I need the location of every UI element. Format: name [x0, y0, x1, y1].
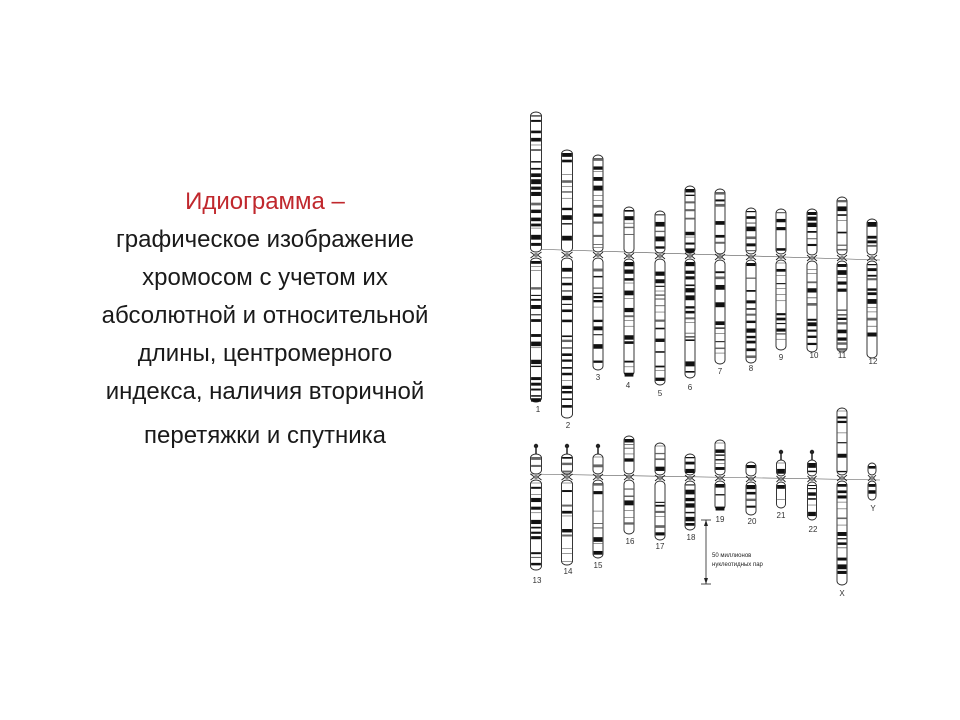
chromosome-label-20: 20	[747, 517, 757, 526]
chromosome-label-10: 10	[809, 351, 819, 360]
text-line-5: индекса, наличия вторичной	[105, 378, 425, 405]
chromosome-label-6: 6	[687, 383, 693, 392]
chromosome-9	[776, 209, 786, 350]
chromosome-Y	[868, 463, 876, 500]
text-line-6: перетяжки и спутника	[144, 422, 386, 449]
chromosome-2	[562, 150, 573, 418]
chromosomes	[531, 112, 878, 585]
chromosome-6	[685, 186, 695, 378]
chromosome-label-22: 22	[808, 525, 818, 534]
chromosome-label-21: 21	[776, 511, 786, 520]
chromosome-15	[593, 444, 603, 558]
chromosome-16	[624, 436, 634, 534]
chromosome-label-2: 2	[565, 421, 571, 430]
chromosome-8	[746, 208, 756, 363]
centromere-line-row1	[530, 249, 880, 260]
text-line-4: длины, центромерного	[137, 340, 393, 367]
chromosome-7	[715, 189, 725, 364]
scale-label-2: нуклеотидных пар	[712, 562, 763, 568]
chromosome-label-5: 5	[657, 389, 663, 398]
chromosome-label-16: 16	[625, 537, 635, 546]
chromosome-label-13: 13	[532, 576, 542, 585]
text-line-2: хромосом с учетом их	[142, 264, 388, 291]
chromosome-label-4: 4	[625, 381, 631, 390]
slide-title: Идиограмма –	[185, 188, 345, 215]
chromosome-17	[655, 443, 665, 540]
chromosome-label-9: 9	[778, 353, 784, 362]
chromosome-3	[593, 155, 603, 370]
chromosome-label-7: 7	[717, 367, 723, 376]
chromosome-label-14: 14	[563, 567, 573, 576]
chromosome-label-X: X	[839, 589, 845, 598]
chromosome-14	[562, 444, 573, 565]
centromere-line-row2	[530, 474, 880, 480]
chromosome-label-3: 3	[595, 373, 601, 382]
chromosome-12	[867, 219, 877, 358]
centromere-lines	[530, 249, 880, 480]
scale-label-1: 50 миллионов	[712, 553, 752, 559]
chromosome-20	[746, 462, 756, 515]
chromosome-X	[837, 408, 847, 585]
chromosome-22	[808, 450, 817, 520]
chromosome-11	[837, 197, 847, 352]
chromosome-label-Y: Y	[870, 504, 876, 513]
chromosome-18	[685, 454, 695, 530]
text-line-1: графическое изображение	[116, 226, 414, 253]
chromosome-19	[715, 440, 725, 511]
chromosome-5	[655, 211, 665, 385]
chromosome-1	[531, 112, 542, 402]
chromosome-label-15: 15	[593, 561, 603, 570]
chromosome-10	[807, 209, 817, 352]
scale-bar	[701, 520, 764, 584]
chromosome-label-1: 1	[535, 405, 541, 414]
chromosome-label-18: 18	[686, 533, 696, 542]
chromosome-4	[624, 207, 634, 377]
chromosome-label-17: 17	[655, 542, 665, 551]
text-line-3: абсолютной и относительной	[101, 302, 429, 329]
chromosome-label-8: 8	[748, 364, 754, 373]
chromosome-label-11: 11	[837, 351, 847, 360]
chromosome-21	[777, 450, 786, 508]
chromosome-label-12: 12	[868, 357, 878, 366]
chromosome-labels	[533, 351, 878, 598]
chromosome-13	[531, 444, 542, 570]
chromosome-label-19: 19	[715, 515, 725, 524]
